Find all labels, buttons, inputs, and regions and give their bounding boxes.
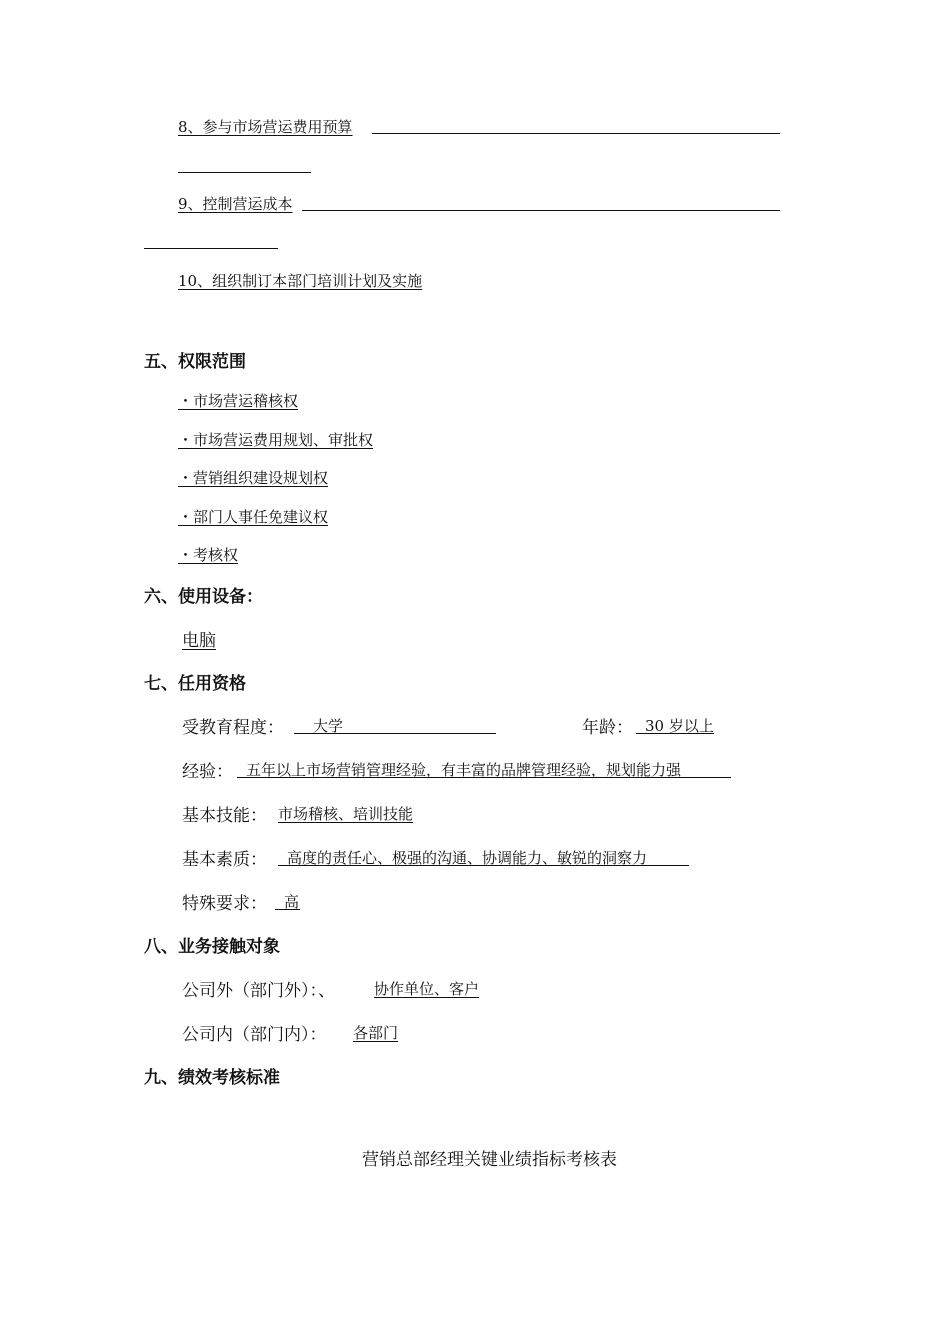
underline-rule [636,733,714,734]
special-value: 高 [284,893,300,911]
quality-value: 高度的责任心、极强的沟通、协调能力、敏锐的洞察力 [287,849,648,867]
underline-rule [237,777,731,778]
underline-rule [302,210,780,211]
section-heading-performance: 九、绩效考核标准 [144,1068,280,1088]
underline-rule [178,172,311,173]
underline-rule [144,248,278,249]
section-heading-contacts: 八、业务接触对象 [144,937,280,957]
table-title: 营销总部经理关键业绩指标考核表 [362,1150,617,1170]
authority-item: ・营销组织建设规划权 [178,469,329,487]
education-label: 受教育程度： [182,718,284,738]
internal-value: 各部门 [353,1024,399,1042]
special-label: 特殊要求： [182,894,267,914]
underline-rule [278,865,689,866]
authority-item: ・部门人事任免建议权 [178,508,329,526]
underline-rule [372,133,780,134]
authority-item: ・市场营运费用规划、审批权 [178,431,374,449]
skills-label: 基本技能： [182,806,267,826]
internal-label: 公司内（部门内）： [182,1025,327,1045]
quality-label: 基本素质： [182,850,267,870]
section-heading-qualifications: 七、任用资格 [144,674,246,694]
underline-rule [275,909,300,910]
authority-item: ・市场营运稽核权 [178,392,299,410]
experience-value: 五年以上市场营销管理经验，有丰富的品牌管理经验，规划能力强 [246,761,682,779]
duty-item-8: 8、参与市场营运费用预算 [178,118,353,136]
section-heading-authority: 五、权限范围 [144,352,246,372]
age-label: 年龄： [582,718,633,738]
duty-item-10: 10、组织制订本部门培训计划及实施 [178,272,423,290]
duty-item-9: 9、控制营运成本 [178,195,293,213]
education-value: 大学 [313,717,344,735]
underline-rule [294,733,496,734]
experience-label: 经验： [182,762,233,782]
skills-value: 市场稽核、培训技能 [278,805,414,823]
external-label: 公司外（部门外）：、 [182,981,335,1001]
external-value: 协作单位、客户 [374,980,480,998]
section-heading-equipment: 六、使用设备： [144,587,263,607]
authority-item: ・考核权 [178,546,239,564]
age-value: 30 岁以上 [645,717,714,735]
equipment-value: 电脑 [182,631,216,651]
